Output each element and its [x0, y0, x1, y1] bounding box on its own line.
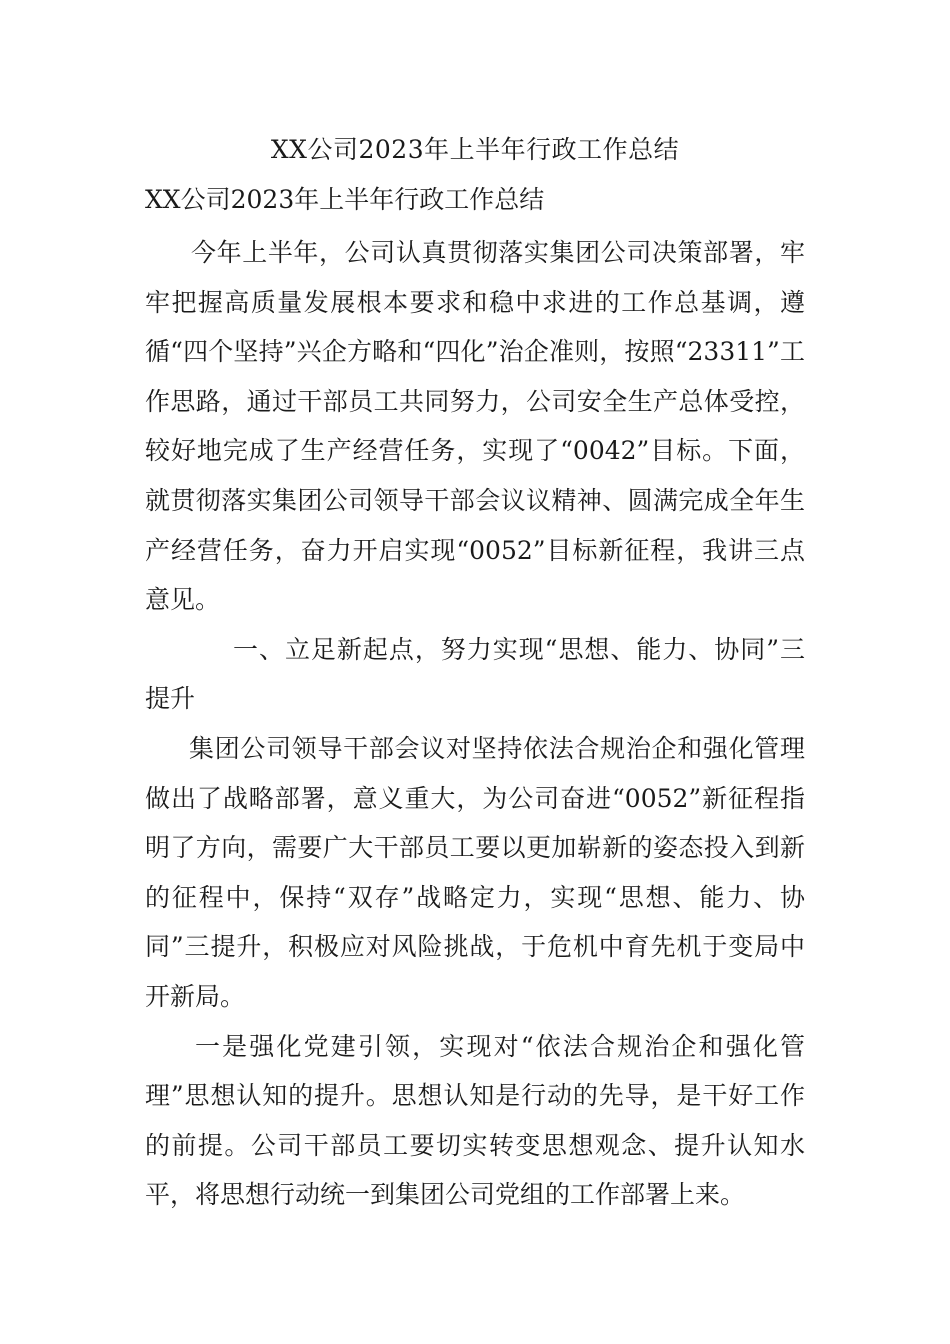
paragraph-point-one: 一是强化党建引领，实现对“依法合规治企和强化管理”思想认知的提升。思想认知是行动的先导，是干好工作的前提。公司干部员工要切实转变思想观念、提升认知水平，将思想行动统一到集团公司党组的工作部署上来。	[145, 1031, 805, 1210]
document-body	[145, 228, 805, 1220]
document-subtitle: XX公司2023年上半年行政工作总结	[145, 185, 545, 214]
document-title: XX公司2023年上半年行政工作总结	[270, 135, 680, 164]
section-heading-one: 一、立足新起点，努力实现“思想、能力、协同”三提升	[145, 634, 805, 714]
paragraph-section-one: 集团公司领导干部会议对坚持依法合规治企和强化管理做出了战略部署，意义重大，为公司奋进“0052”新征程指明了方向，需要广大干部员工要以更加崭新的姿态投入到新的征程中，保持“双存”战略定力，实现“思想、能力、协同”三提升，积极应对风险挑战，于危机中育先机于变局中开新局。	[145, 733, 805, 1011]
paragraph-intro: 今年上半年，公司认真贯彻落实集团公司决策部署，牢牢把握高质量发展根本要求和稳中求进的工作总基调，遵循“四个坚持”兴企方略和“四化”治企准则，按照“23311”工作思路，通过干部员工共同努力，公司安全生产总体受控，较好地完成了生产经营任务，实现了“0042”目标。下面，就贯彻落实集团公司领导干部会议议精神、圆满完成全年生产经营任务，奋力开启实现“0052”目标新征程，我讲三点意见。	[145, 238, 805, 615]
